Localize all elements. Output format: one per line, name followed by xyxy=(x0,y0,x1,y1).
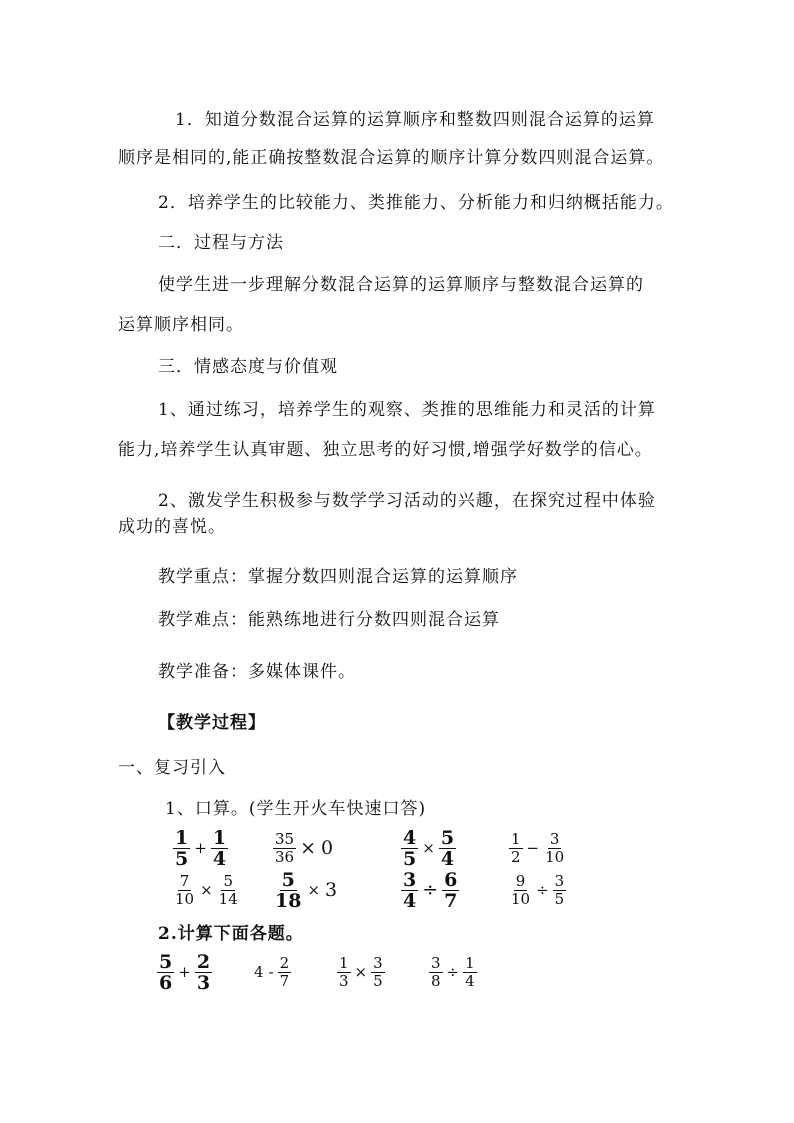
heading-process-method: 二．过程与方法 xyxy=(158,233,284,253)
fraction xyxy=(278,955,292,990)
denominator: 3 xyxy=(196,971,211,994)
calc-expr-4 xyxy=(428,950,478,994)
oral-expr-1-1 xyxy=(172,826,229,870)
numerator: 3 xyxy=(403,868,417,891)
integer: 3 xyxy=(325,879,338,901)
numerator: 5 xyxy=(281,868,295,891)
oral-expr-2-1 xyxy=(172,868,241,912)
operator: ÷ xyxy=(422,879,439,901)
fraction xyxy=(371,955,385,990)
fraction xyxy=(173,873,196,908)
fraction xyxy=(463,955,477,990)
oral-row-1 xyxy=(0,826,794,870)
oral-expr-2-2 xyxy=(272,868,339,912)
oral-expr-1-2 xyxy=(272,826,335,870)
denominator: 10 xyxy=(511,889,531,908)
numerator: 1 xyxy=(175,826,189,849)
numerator: 2 xyxy=(279,953,290,972)
numerator: 7 xyxy=(179,871,190,890)
denominator: 5 xyxy=(554,889,565,908)
denominator: 5 xyxy=(175,847,189,870)
operator: + xyxy=(194,839,207,857)
teaching-difficulty: 教学难点：能熟练地进行分数四则混合运算 xyxy=(158,610,500,630)
denominator: 2 xyxy=(511,847,521,866)
fraction xyxy=(195,952,212,993)
numerator: 4 xyxy=(403,826,417,849)
oral-expr-1-3 xyxy=(400,826,457,870)
oral-expr-2-3 xyxy=(400,868,460,912)
numerator: 1 xyxy=(212,826,227,849)
attitude-1-line-2: 能力,培养学生认真审题、独立思考的好习惯,增强学好数学的信心。 xyxy=(118,440,653,460)
oral-row-2 xyxy=(0,868,794,912)
fraction xyxy=(273,870,303,911)
numerator: 9 xyxy=(515,871,526,890)
integer: 4 xyxy=(254,963,264,981)
operator: − xyxy=(526,839,540,857)
denominator: 8 xyxy=(431,971,441,990)
integer: 0 xyxy=(321,837,334,859)
numerator: 3 xyxy=(554,871,565,890)
oral-expr-2-4 xyxy=(508,868,567,912)
fraction xyxy=(401,828,418,869)
fraction xyxy=(211,828,228,869)
attitude-2-line-1: 2、激发学生积极参与数学学习活动的兴趣，在探究过程中体验 xyxy=(158,491,656,511)
operator: × xyxy=(422,839,435,857)
denominator: 18 xyxy=(275,889,302,912)
denominator: 14 xyxy=(218,889,238,908)
fraction xyxy=(157,952,174,993)
numerator: 1 xyxy=(339,953,349,972)
numerator: 1 xyxy=(465,953,475,972)
fraction xyxy=(442,870,459,911)
objective-1-line-2: 顺序是相同的,能正确按整数混合运算的顺序计算分数四则混合运算。 xyxy=(118,148,665,168)
fraction xyxy=(337,955,351,990)
numerator: 2 xyxy=(196,950,211,973)
calc-heading: 2.计算下面各题。 xyxy=(158,924,304,944)
numerator: 5 xyxy=(159,950,173,973)
fraction xyxy=(439,828,456,869)
process-line-2: 运算顺序相同。 xyxy=(118,315,244,335)
numerator: 6 xyxy=(444,868,458,891)
operator: - xyxy=(268,963,274,981)
operator: × xyxy=(300,837,317,859)
operator: × xyxy=(354,963,368,981)
fraction xyxy=(273,831,296,866)
denominator: 7 xyxy=(279,971,290,990)
denominator: 5 xyxy=(403,847,417,870)
numerator: 35 xyxy=(275,829,295,848)
denominator: 10 xyxy=(545,847,565,866)
denominator: 7 xyxy=(444,889,458,912)
operator: ÷ xyxy=(446,963,460,981)
operator: × xyxy=(307,881,321,899)
fraction xyxy=(429,955,443,990)
fraction xyxy=(173,828,190,869)
fraction xyxy=(509,831,523,866)
fraction xyxy=(543,831,566,866)
objective-1-line-1: 1．知道分数混合运算的运算顺序和整数四则混合运算的运算 xyxy=(175,110,655,130)
denominator: 5 xyxy=(373,971,383,990)
fraction xyxy=(509,873,532,908)
teaching-preparation: 教学准备：多媒体课件。 xyxy=(158,662,356,682)
denominator: 10 xyxy=(175,889,195,908)
denominator: 4 xyxy=(440,847,455,870)
operator: + xyxy=(178,963,191,981)
denominator: 4 xyxy=(465,971,475,990)
numerator: 3 xyxy=(549,829,560,848)
teaching-focus: 教学重点：掌握分数四则混合运算的运算顺序 xyxy=(158,567,518,587)
teaching-process-heading: 【教学过程】 xyxy=(158,713,266,733)
denominator: 4 xyxy=(212,847,227,870)
oral-calc-heading: 1、口算。(学生开火车快速口答) xyxy=(165,799,427,819)
calc-expr-3 xyxy=(336,950,386,994)
calc-row xyxy=(0,950,794,994)
numerator: 5 xyxy=(223,871,233,890)
heading-attitude-values: 三．情感态度与价值观 xyxy=(158,357,338,377)
numerator: 3 xyxy=(373,953,383,972)
fraction xyxy=(217,873,240,908)
operator: × xyxy=(200,881,213,899)
numerator: 3 xyxy=(431,953,441,972)
section-review-intro: 一、复习引入 xyxy=(118,758,226,778)
calc-expr-1 xyxy=(156,950,213,994)
calc-expr-2 xyxy=(252,950,292,994)
denominator: 36 xyxy=(275,847,295,866)
denominator: 4 xyxy=(403,889,417,912)
fraction xyxy=(553,873,567,908)
oral-expr-1-4 xyxy=(508,826,567,870)
process-line-1: 使学生进一步理解分数混合运算的运算顺序与整数混合运算的 xyxy=(158,275,644,295)
operator: ÷ xyxy=(536,881,549,899)
objective-2: 2．培养学生的比较能力、类推能力、分析能力和归纳概括能力。 xyxy=(158,193,674,213)
denominator: 3 xyxy=(339,971,349,990)
attitude-1-line-1: 1、通过练习，培养学生的观察、类推的思维能力和灵活的计算 xyxy=(158,400,656,420)
numerator: 1 xyxy=(511,829,521,848)
denominator: 6 xyxy=(159,971,173,994)
numerator: 5 xyxy=(440,826,455,849)
attitude-2-line-2: 成功的喜悦。 xyxy=(118,517,226,537)
fraction xyxy=(401,870,418,911)
